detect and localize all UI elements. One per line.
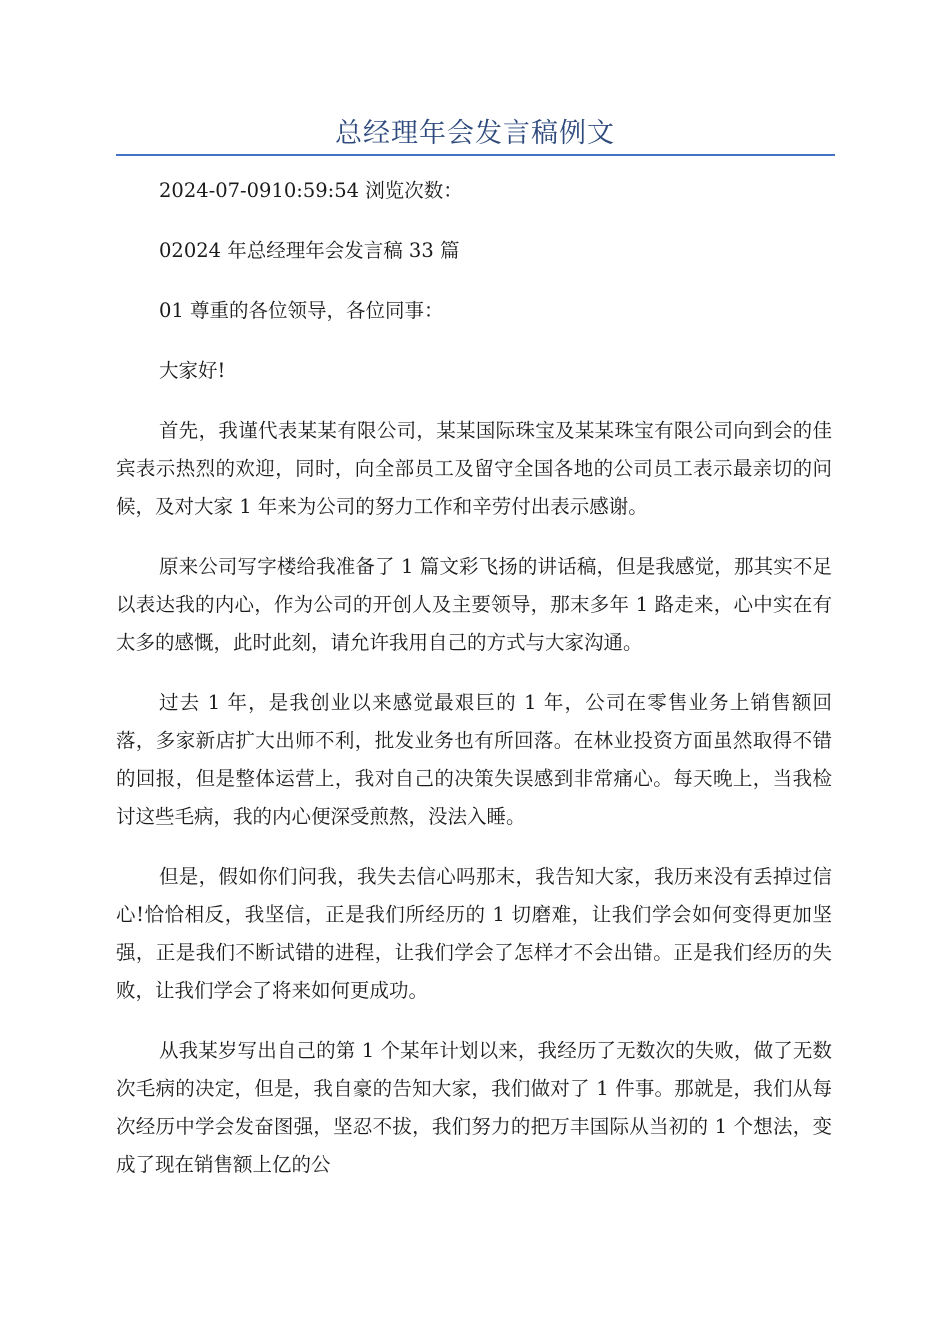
title-underline	[116, 154, 835, 156]
subtitle-line: 02024 年总经理年会发言稿 33 篇	[159, 239, 460, 262]
paragraph: 首先，我谨代表某某有限公司，某某国际珠宝及某某珠宝有限公司向到会的佳宾表示热烈的欢迎，同时，向全部员工及留守全国各地的公司员工表示最亲切的问候，及对大家 1 年来为公司的努力工作和辛劳付出表示感谢。	[116, 419, 832, 518]
meta-line: 2024-07-0910:59:54 浏览次数：	[159, 179, 463, 202]
document-body	[116, 172, 832, 1206]
paragraph: 过去 1 年，是我创业以来感觉最艰巨的 1 年，公司在零售业务上销售额回落，多家新店扩大出师不利，批发业务也有所回落。在林业投资方面虽然取得不错的回报，但是整体运营上，我对自己的决策失误感到非常痛心。每天晚上，当我检讨这些毛病，我的内心便深受煎熬，没法入睡。	[116, 691, 832, 828]
document-title: 总经理年会发言稿例文	[335, 118, 615, 149]
paragraph: 原来公司写字楼给我准备了 1 篇文彩飞扬的讲话稿，但是我感觉，那其实不足以表达我的内心，作为公司的开创人及主要领导，那末多年 1 路走来，心中实在有太多的感慨，此时此刻，请允许我用自己的方式与大家沟通。	[116, 555, 832, 654]
salutation-line: 01 尊重的各位领导，各位同事：	[159, 299, 444, 322]
greeting-line: 大家好!	[159, 359, 226, 382]
paragraph: 但是，假如你们问我，我失去信心吗那末，我告知大家，我历来没有丢掉过信心!恰恰相反，我坚信，正是我们所经历的 1 切磨难，让我们学会如何变得更加坚强，正是我们不断试错的进程，让我们学会了怎样才不会出错。正是我们经历的失败，让我们学会了将来如何更成功。	[116, 865, 832, 1002]
paragraph: 从我某岁写出自己的第 1 个某年计划以来，我经历了无数次的失败，做了无数次毛病的决定，但是，我自豪的告知大家，我们做对了 1 件事。那就是，我们从每次经历中学会发奋图强，坚忍不拔，我们努力的把万丰国际从当初的 1 个想法，变成了现在销售额上亿的公	[116, 1039, 832, 1176]
